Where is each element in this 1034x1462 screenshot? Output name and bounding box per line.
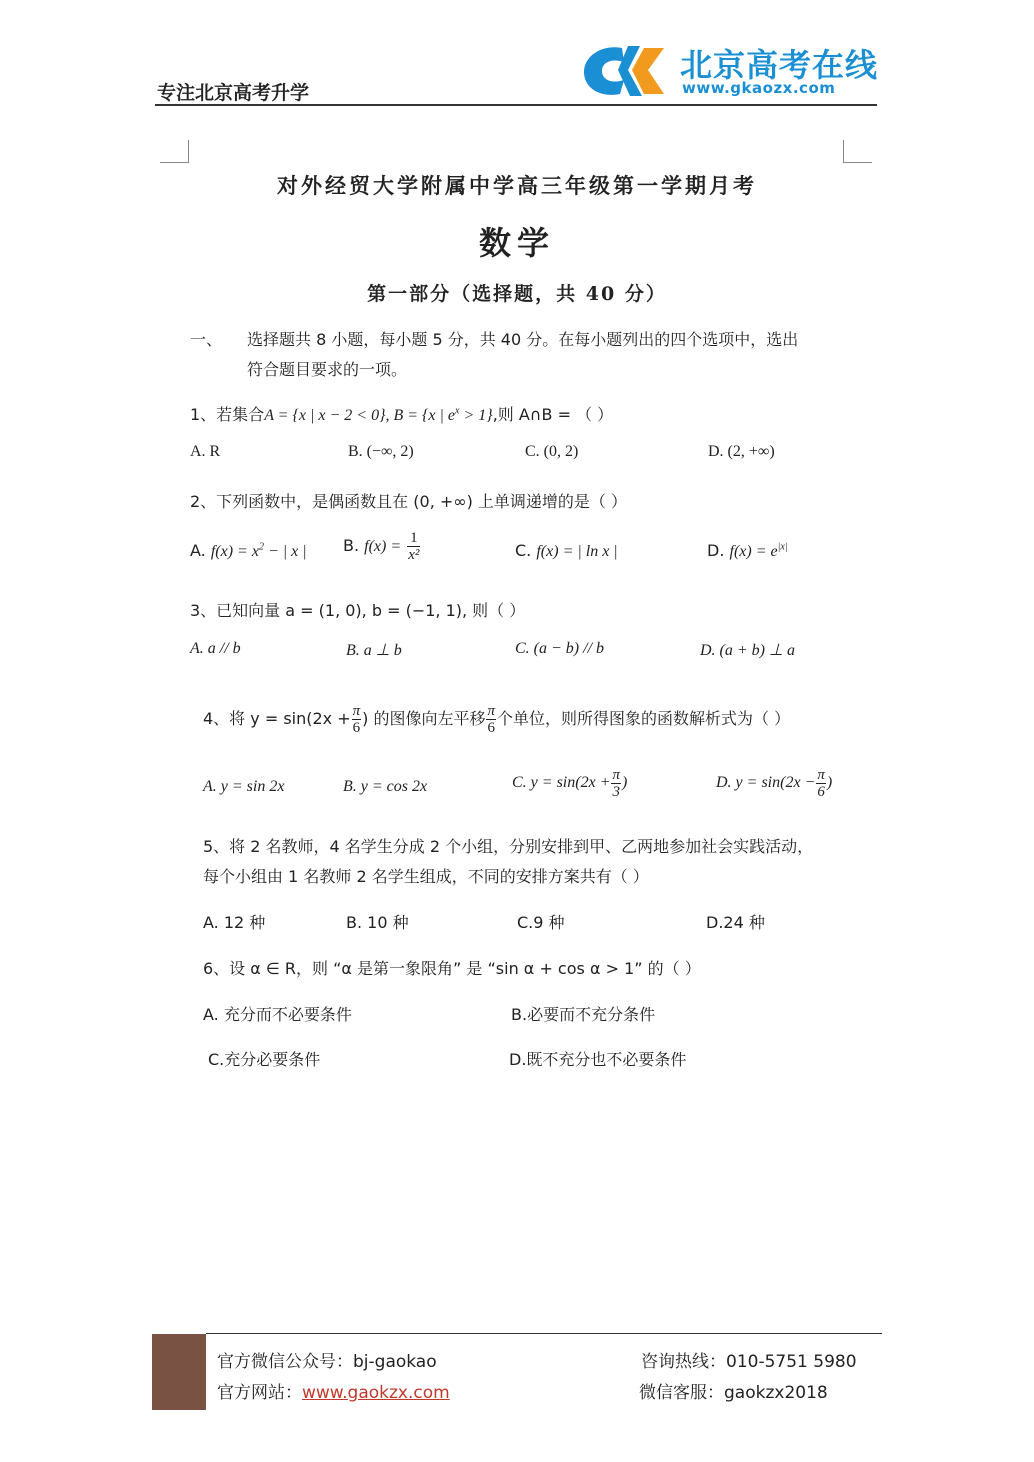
footer-color-bar xyxy=(152,1334,206,1410)
q4-option-c xyxy=(512,767,627,800)
q4-c-pre: C. y = sin(2x + xyxy=(512,774,611,792)
footer-site-link[interactable]: www.gaokzx.com xyxy=(302,1383,450,1403)
q2-option-c xyxy=(515,541,618,561)
q4-c-post: ) xyxy=(621,774,628,792)
q2-d-label: D. xyxy=(707,541,725,560)
q2-option-b xyxy=(343,530,421,563)
q5-option-d: D.24 种 xyxy=(706,913,765,932)
crop-mark-left xyxy=(160,140,189,163)
q4-frac1-num: π xyxy=(352,703,361,719)
q4-c-den: 3 xyxy=(612,784,620,800)
q4-stem-mid: ) 的图像向左平移 xyxy=(362,709,486,728)
question-3-stem: 3、已知向量 a = (1, 0), b = (−1, 1), 则（ ） xyxy=(190,601,526,620)
q2-a-sup: 2 xyxy=(258,541,264,553)
question-4-stem xyxy=(203,703,790,736)
q5-option-b: B. 10 种 xyxy=(346,913,409,932)
q4-c-num: π xyxy=(612,767,620,783)
q2-d-math: f(x) = e xyxy=(729,543,778,560)
q4-option-b: B. y = cos 2x xyxy=(343,778,428,795)
q2-option-d xyxy=(707,541,788,561)
q4-d-fraction xyxy=(816,767,826,800)
part-title: 第一部分（选择题，共 40 分） xyxy=(367,283,667,305)
footer-hotline: 咨询热线：010-5751 5980 xyxy=(641,1352,857,1372)
q4-d-num: π xyxy=(817,767,825,783)
q3-option-b: B. a ⊥ b xyxy=(346,642,402,659)
q4-fraction-2 xyxy=(486,703,496,736)
header-divider xyxy=(155,104,877,106)
q6-option-a: A. 充分而不必要条件 xyxy=(203,1005,352,1024)
q1-stem-sup: x xyxy=(455,405,460,417)
q5-option-c: C.9 种 xyxy=(517,913,565,932)
q3-option-c: C. (a − b) // b xyxy=(515,640,605,657)
q2-a-math: f(x) = x xyxy=(210,543,259,560)
crop-mark-right xyxy=(843,140,872,163)
q1-stem-post: ,则 A∩B = （ ） xyxy=(492,405,614,424)
footer-divider xyxy=(206,1333,882,1334)
question-1-stem xyxy=(190,402,613,425)
section-instruction-2: 符合题目要求的一项。 xyxy=(247,360,408,379)
brand-name: 北京高考在线 xyxy=(680,46,879,84)
q2-c-label: C. xyxy=(515,541,532,560)
q4-d-pre: D. y = sin(2x − xyxy=(716,774,816,792)
footer-service: 微信客服：gaokzx2018 xyxy=(639,1383,828,1403)
question-5-stem-1: 5、将 2 名教师，4 名学生分成 2 个小组，分别安排到甲、乙两地参加社会实践活动， xyxy=(203,837,814,856)
q4-c-fraction xyxy=(611,767,621,800)
q4-d-post: ) xyxy=(826,774,833,792)
exam-title: 对外经贸大学附属中学高三年级第一学期月考 xyxy=(277,173,757,198)
q2-b-den: x² xyxy=(408,547,420,563)
q1-stem-math2: > 1} xyxy=(459,407,493,424)
q4-stem-post: 个单位，则所得图象的函数解析式为（ ） xyxy=(497,709,791,728)
q1-stem-pre: 1、若集合 xyxy=(190,405,265,424)
gkaozx-logo-icon xyxy=(578,40,668,100)
q4-fraction-1 xyxy=(352,703,362,736)
header-tagline: 专注北京高考升学 xyxy=(157,82,310,104)
q1-stem-math: A = {x | x − 2 < 0}, B = {x | e xyxy=(264,407,456,424)
q4-frac2-den: 6 xyxy=(487,720,495,736)
q6-option-c: C.充分必要条件 xyxy=(208,1050,321,1069)
footer-site-label: 官方网站： xyxy=(217,1383,302,1403)
q1-option-c: C. (0, 2) xyxy=(525,443,579,460)
q2-c-math: f(x) = | ln x | xyxy=(536,543,618,560)
question-5-stem-2: 每个小组由 1 名教师 2 名学生组成，不同的安排方案共有（ ） xyxy=(203,867,649,886)
brand-url: www.gkaozx.com xyxy=(682,79,836,97)
q3-option-a: A. a // b xyxy=(190,640,241,657)
q2-option-a xyxy=(190,541,307,561)
q1-option-d: D. (2, +∞) xyxy=(708,443,775,460)
q4-frac1-den: 6 xyxy=(352,720,361,736)
q4-option-a: A. y = sin 2x xyxy=(203,778,285,795)
q3-option-d: D. (a + b) ⊥ a xyxy=(700,642,795,659)
footer-wechat: 官方微信公众号：bj-gaokao xyxy=(217,1352,437,1372)
subject-title: 数学 xyxy=(478,224,555,262)
q2-b-math: f(x) = xyxy=(364,538,402,555)
q2-b-num: 1 xyxy=(407,530,420,547)
q4-frac2-num: π xyxy=(487,703,495,719)
q2-b-fraction xyxy=(407,530,420,563)
section-instruction-1: 选择题共 8 小题，每小题 5 分，共 40 分。在每小题列出的四个选项中，选出 xyxy=(247,330,799,349)
q1-option-b: B. (−∞, 2) xyxy=(348,443,414,460)
q2-d-sup: |x| xyxy=(777,541,788,553)
q6-option-d: D.既不充分也不必要条件 xyxy=(509,1050,687,1069)
q4-d-den: 6 xyxy=(817,784,825,800)
q2-a-rest: − | x | xyxy=(263,543,307,560)
question-6-stem: 6、设 α ∈ R，则 “α 是第一象限角” 是 “sin α + cos α > 1” 的（ ） xyxy=(203,959,701,978)
q2-b-label: B. xyxy=(343,536,360,555)
question-2-stem: 2、下列函数中，是偶函数且在 (0, +∞) 上单调递增的是（ ） xyxy=(190,492,628,511)
q4-option-d xyxy=(716,767,832,800)
q6-option-b: B.必要而不充分条件 xyxy=(511,1005,656,1024)
footer-site xyxy=(217,1378,450,1403)
q2-a-label: A. xyxy=(190,541,206,560)
section-number: 一、 xyxy=(190,330,223,349)
q5-option-a: A. 12 种 xyxy=(203,913,266,932)
q4-stem-pre: 4、将 y = sin(2x + xyxy=(203,709,351,728)
q1-option-a: A. R xyxy=(190,443,221,460)
